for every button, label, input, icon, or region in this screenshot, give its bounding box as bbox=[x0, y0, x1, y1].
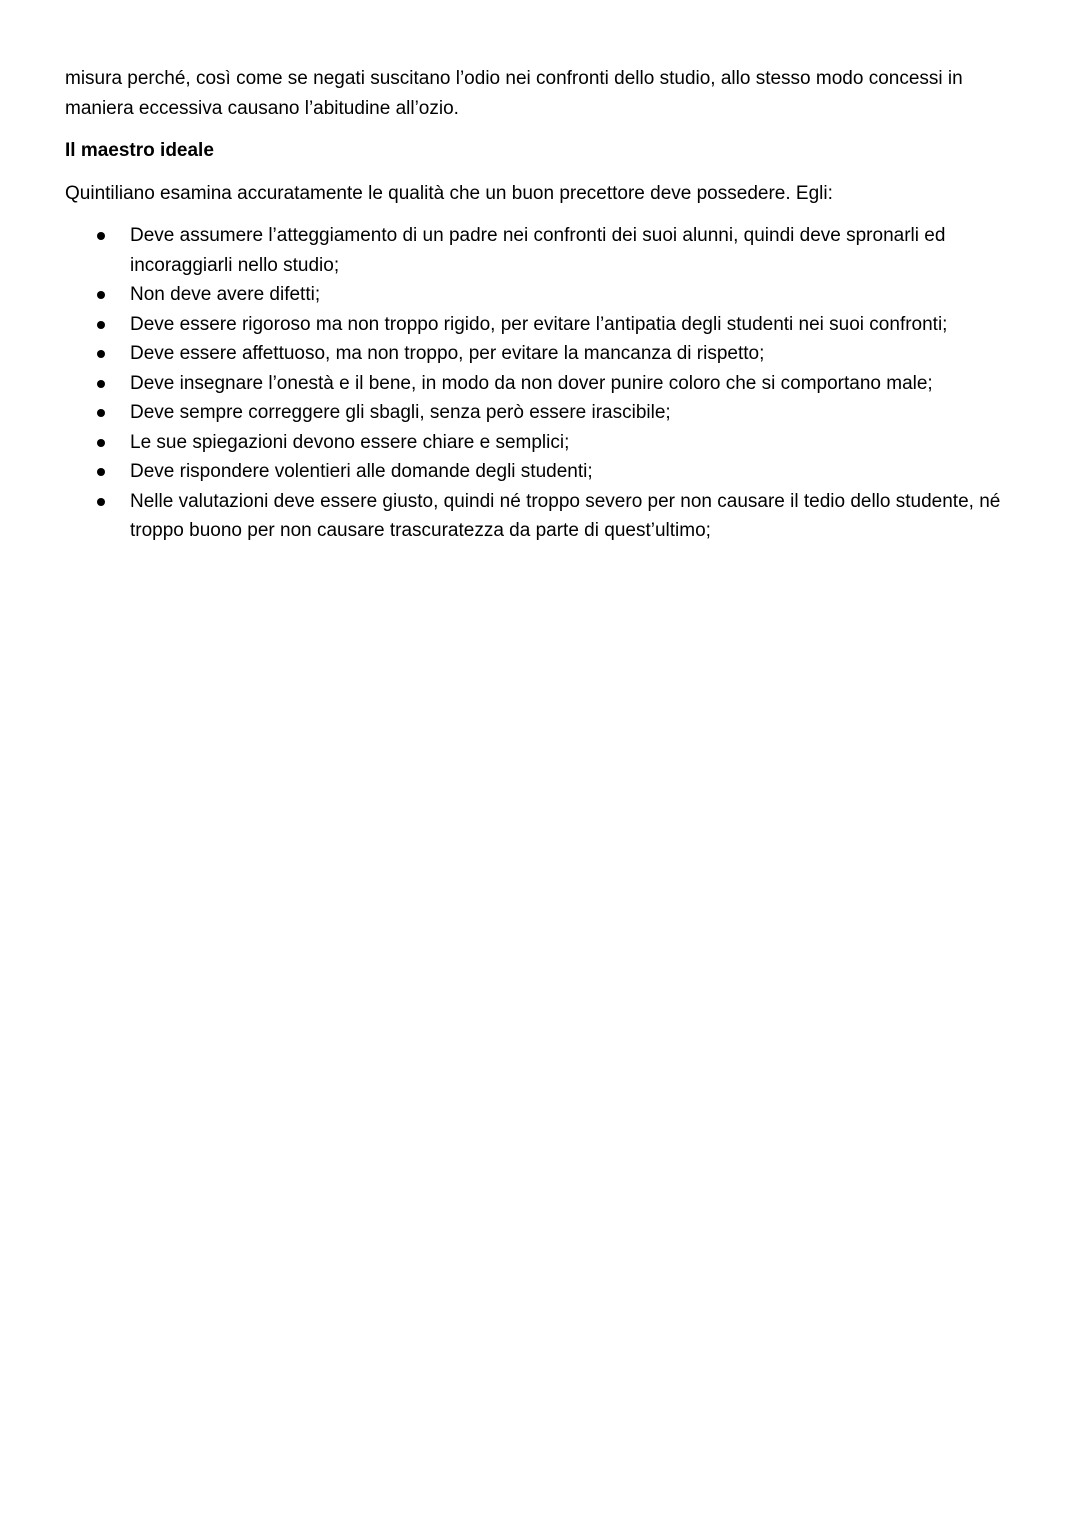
list-item-text: Deve insegnare l’onestà e il bene, in modo da non dover punire coloro che si comportano male; bbox=[130, 372, 933, 394]
document-page bbox=[65, 64, 1015, 546]
list-item bbox=[65, 310, 1015, 340]
list-item bbox=[65, 221, 1015, 280]
bullet-icon bbox=[97, 380, 105, 388]
list-item-text: Deve essere affettuoso, ma non troppo, per evitare la mancanza di rispetto; bbox=[130, 343, 765, 364]
bullet-icon bbox=[97, 498, 105, 506]
list-item-text: Deve sempre correggere gli sbagli, senza però essere irascibile; bbox=[130, 402, 671, 423]
bullet-icon bbox=[97, 409, 105, 417]
list-item bbox=[65, 487, 1015, 546]
bullet-icon bbox=[97, 350, 105, 358]
list-item-text: Le sue spiegazioni devono essere chiare e semplici; bbox=[130, 431, 570, 453]
list-item bbox=[65, 339, 1015, 369]
list-item bbox=[65, 369, 1015, 399]
bullet-icon bbox=[97, 468, 105, 476]
qualities-list bbox=[65, 221, 1015, 546]
list-item-text: Deve assumere l’atteggiamento di un padre nei confronti dei suoi alunni, quindi deve spronarli ed incoraggiarli nello studio; bbox=[130, 225, 946, 276]
list-item-text: Deve rispondere volentieri alle domande degli studenti; bbox=[130, 461, 593, 482]
bullet-icon bbox=[97, 291, 105, 299]
bullet-icon bbox=[97, 232, 105, 240]
list-item bbox=[65, 457, 1015, 487]
list-item bbox=[65, 428, 1015, 458]
list-item bbox=[65, 398, 1015, 428]
bullet-icon bbox=[97, 321, 105, 329]
bullet-icon bbox=[97, 439, 105, 447]
list-item-text: Nelle valutazioni deve essere giusto, quindi né troppo severo per non causare il tedio dello studente, né troppo buono per non causare trascuratezza da parte di quest’ultimo; bbox=[130, 490, 1001, 541]
intro-paragraph: Quintiliano esamina accuratamente le qualità che un buon precettore deve possedere. Egli: bbox=[65, 182, 833, 204]
opening-paragraph: misura perché, così come se negati suscitano l’odio nei confronti dello studio, allo stesso modo concessi in maniera eccessiva causano l’abitudine all’ozio. bbox=[65, 68, 963, 119]
section-heading: Il maestro ideale bbox=[65, 140, 214, 161]
list-item-text: Non deve avere difetti; bbox=[130, 284, 321, 305]
list-item-text: Deve essere rigoroso ma non troppo rigido, per evitare l’antipatia degli studenti nei suoi confronti; bbox=[130, 313, 948, 335]
list-item bbox=[65, 280, 1015, 310]
